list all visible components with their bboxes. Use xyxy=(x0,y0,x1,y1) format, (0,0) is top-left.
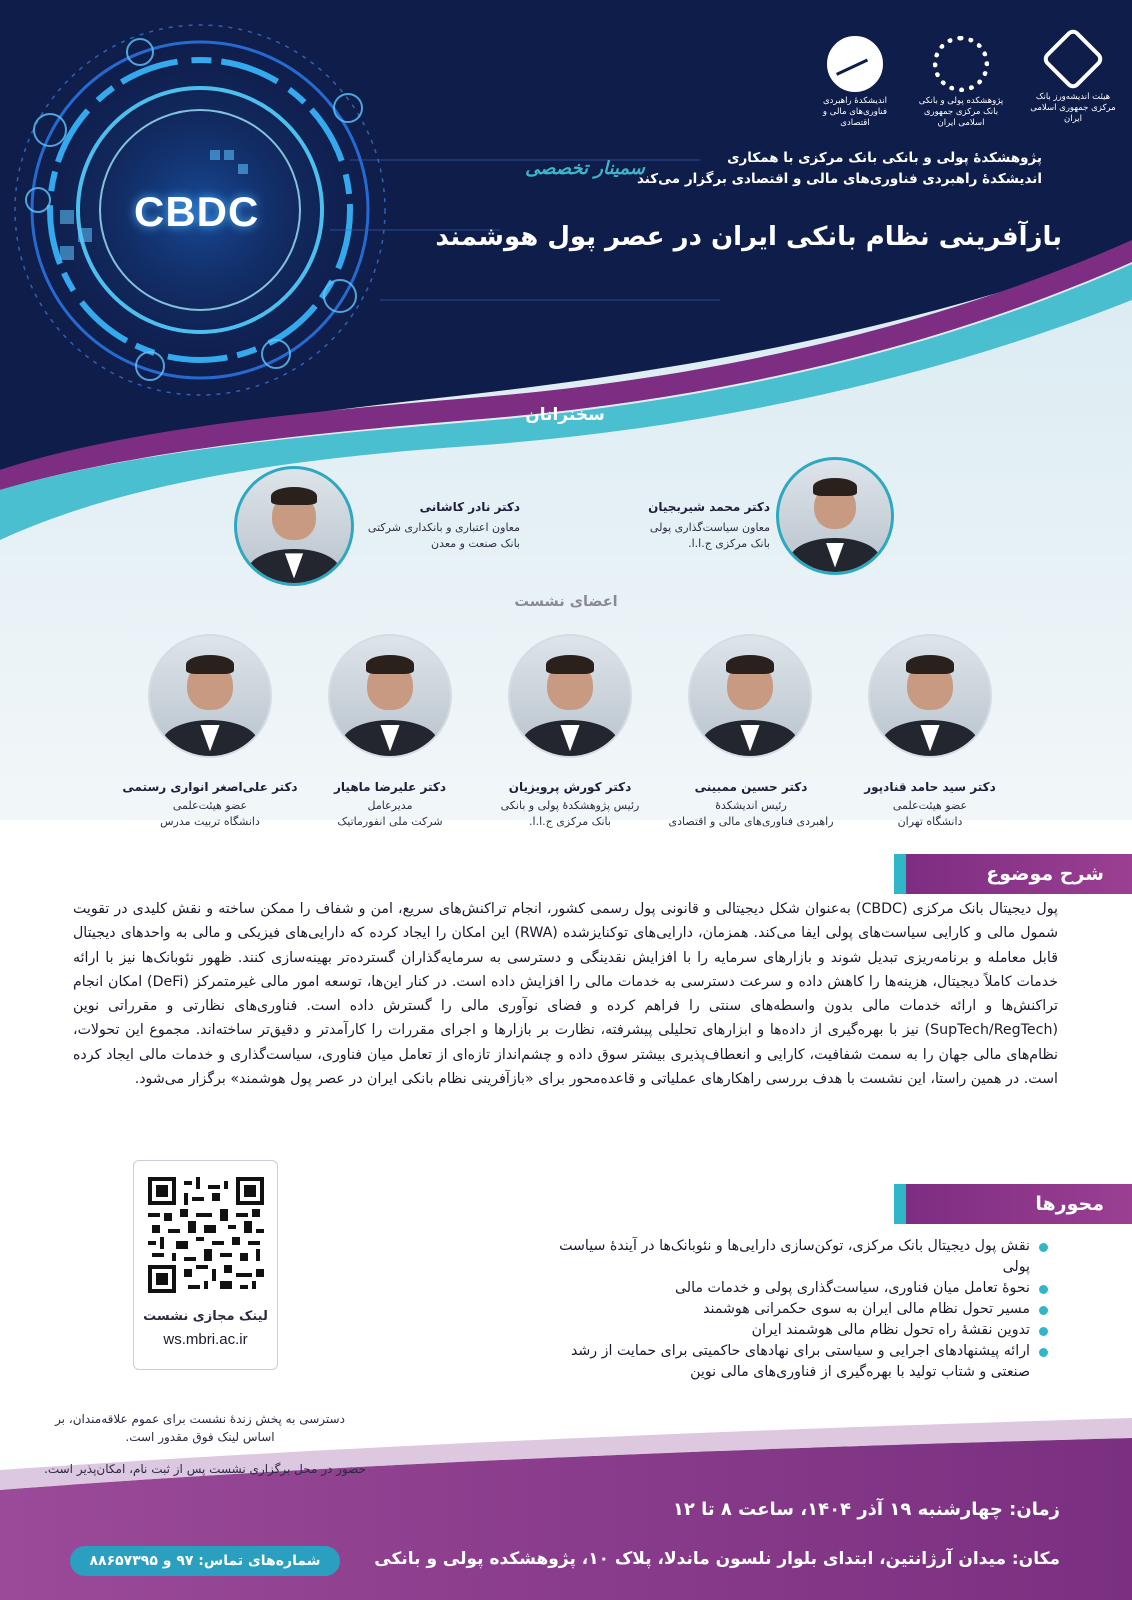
think-tank-logo-icon xyxy=(827,36,883,92)
panel-caption-ghanadpour: دکتر سید حامد قنادپور عضو هیئت‌علمی دانشگاه تهران xyxy=(864,780,996,828)
panel-photo-mombeini xyxy=(688,634,812,758)
speaker-photo-shirbajian xyxy=(776,457,894,575)
panel-caption-parvizian: دکتر کورش پرویزیان رئیس پژوهشکدهٔ پولی و بانکی بانک مرکزی ج.ا.ا. xyxy=(500,780,640,828)
panel-heading: اعضای نشست xyxy=(514,594,618,610)
bullet-icon xyxy=(1039,1285,1048,1294)
panel-photo-parvizian xyxy=(508,634,632,758)
qr-code-icon[interactable] xyxy=(148,1177,264,1293)
speaker-org: بانک صنعت و معدن xyxy=(431,537,520,550)
axis-item: نقش پول دیجیتال بانک مرکزی، توکن‌سازی دارایی‌ها و نئوبانک‌ها در آیندهٔ سیاست پولی xyxy=(530,1236,1050,1278)
panel-caption-anvari-rostami: دکتر علی‌اصغر انواری رستمی عضو هیئت‌علمی دانشگاه تربیت مدرس xyxy=(122,780,298,828)
access-note: دسترسی به پخش زندهٔ نشست برای عموم علاقه‌مندان، بر اساس لینک فوق مقدور است. xyxy=(55,1412,345,1444)
attendance-note: حضور در محل برگزاری نشست پس از ثبت نام، امکان‌پذیر است. xyxy=(44,1462,366,1476)
axis-item: نحوهٔ تعامل میان فناوری، سیاست‌گذاری پولی و خدمات مالی xyxy=(530,1278,1050,1299)
speaker-name: دکتر محمد شیربجیان xyxy=(648,500,770,514)
axis-item: تدوین نقشهٔ راه تحول نظام مالی هوشمند ایران xyxy=(530,1320,1050,1341)
organizer-line-1: پژوهشکدهٔ پولی و بانکی بانک مرکزی با همکاری xyxy=(727,150,1042,166)
description-text: پول دیجیتال بانک مرکزی (CBDC) به‌عنوان شکل دیجیتالی و قانونی پول رسمی کشور، انجام تراکنش‌های سریع، امن و شفاف را ممکن ساخته و نقش کلیدی در تقویت شمول مالی و کارایی سیاست‌های پولی ایفا می‌کند. همزمان، دارایی‌های توکنایزشده (RWA) این امکان را ایجاد کرده که دارایی‌های فیزیکی و مالی به واحدهای دیجیتال قابل معامله و برنامه‌ریزی تبدیل شوند و بازارهای سرمایه را با افزایش نقدینگی و دسترسی به سرمایه‌گذاران گسترده‌تر بهینه‌سازی کنند. ظهور نئوبانک‌ها نیز با ارائه خدمات کاملاً دیجیتال، هزینه‌ها را کاهش داده و سرعت دسترسی به خدمات مالی را افزایش داده است. در کنار این‌ها، توسعه امور مالی غیرمتمرکز (DeFi) امکان انجام تراکنش‌ها و ارائه خدمات مالی بدون واسطه‌های سنتی را فراهم کرده و فضای نوآوری مالی را گسترش داده است. فناوری‌های نظارتی و مقرراتی نوین (SupTech/RegTech) نیز با بهره‌گیری از داده‌ها و ابزارهای تحلیلی پیشرفته، نظارت بر بازارها و اجرای مقررات را کارآمدتر و دقیق‌تر ساخته‌اند. مجموع این تحولات، نظام‌های مالی جهان را به سمت شفافیت، کارایی و انعطاف‌پذیری بیشتر سوق داده و چشم‌انداز تازه‌ای از تعامل میان فناوری، سیاست‌گذاری و خدمات مالی ایجاد کرده است. در همین راستا، این نشست با هدف بررسی راهکارهای عملیاتی و قاعده‌محور برای «بازآفرینی نظام بانکی ایران در عصر پول هوشمند» برگزار می‌شود. xyxy=(73,901,1059,1088)
bullet-icon xyxy=(1039,1306,1048,1315)
speaker-role: معاون اعتباری و بانکداری شرکتی xyxy=(367,521,520,534)
axis-item: ارائه پیشنهادهای اجرایی و سیاستی برای نهادهای حاکمیتی برای حمایت از رشد صنعتی و شتاب تولید با بهره‌گیری از فناوری‌های مالی نوین xyxy=(530,1341,1050,1383)
speaker-org: بانک مرکزی ج.ا.ا. xyxy=(688,537,770,550)
panel-photo-ghanadpour xyxy=(868,634,992,758)
cbdc-emblem-text: CBDC xyxy=(134,188,260,235)
organizer-line-2: اندیشکدهٔ راهبردی فناوری‌های مالی و اقتصادی برگزار می‌کند xyxy=(636,171,1042,187)
speaker-info-kashani xyxy=(350,500,520,552)
logo-think-tank: اندیشکدهٔ راهبردی فناوری‌های مالی و اقتصادی xyxy=(812,36,898,129)
speakers-heading: سخنرانان xyxy=(525,405,605,425)
seminar-title: بازآفرینی نظام بانکی ایران در عصر پول هوشمند xyxy=(435,222,1062,252)
logo-mbri: پژوهشکده پولی و بانکی بانک مرکزی جمهوری اسلامی ایران xyxy=(918,36,1004,129)
logo-hayat-andishevarz: هیئت اندیشه‌ورز بانک مرکزی جمهوری اسلامی ایران xyxy=(1030,36,1116,125)
panel-caption-mahyar: دکتر علیرضا ماهیار مدیرعامل شرکت ملی انفورماتیک xyxy=(334,780,446,828)
speaker-photo-kashani xyxy=(234,466,354,586)
mbri-logo-icon xyxy=(933,36,989,92)
bullet-icon xyxy=(1039,1327,1048,1336)
bullet-icon xyxy=(1039,1348,1048,1357)
qr-card[interactable] xyxy=(133,1160,278,1370)
speaker-role: معاون سیاست‌گذاری پولی xyxy=(649,521,770,534)
speaker-info-shirbajian xyxy=(590,500,770,552)
event-time: زمان: چهارشنبه ۱۹ آذر ۱۴۰۴، ساعت ۸ تا ۱۲ xyxy=(672,1499,1060,1520)
axes-heading: محورها xyxy=(894,1184,1132,1224)
qr-label: لینک مجازی نشست xyxy=(143,1309,268,1324)
qr-url-link[interactable]: ws.mbri.ac.ir xyxy=(163,1331,248,1348)
event-place: مکان: میدان آرژانتین، ابتدای بلوار نلسون ماندلا، پلاک ۱۰، پژوهشکده پولی و بانکی xyxy=(374,1549,1060,1569)
panel-caption-mombeini: دکتر حسین ممبینی رئیس اندیشکدهٔ راهبردی فناوری‌های مالی و اقتصادی xyxy=(668,780,834,828)
hayat-logo-icon xyxy=(1040,26,1105,91)
description-heading: شرح موضوع xyxy=(894,854,1132,894)
speaker-name: دکتر نادر کاشانی xyxy=(419,500,520,514)
axes-list xyxy=(530,1236,1050,1383)
seminar-label: سمینار تخصصی xyxy=(525,158,645,179)
bullet-icon xyxy=(1039,1243,1048,1252)
contact-numbers: شماره‌های تماس: ۹۷ و ۸۸۶۵۷۳۹۵ xyxy=(70,1546,340,1576)
panel-photo-anvari-rostami xyxy=(148,634,272,758)
panel-photo-mahyar xyxy=(328,634,452,758)
axis-item: مسیر تحول نظام مالی ایران به سوی حکمرانی هوشمند xyxy=(530,1299,1050,1320)
